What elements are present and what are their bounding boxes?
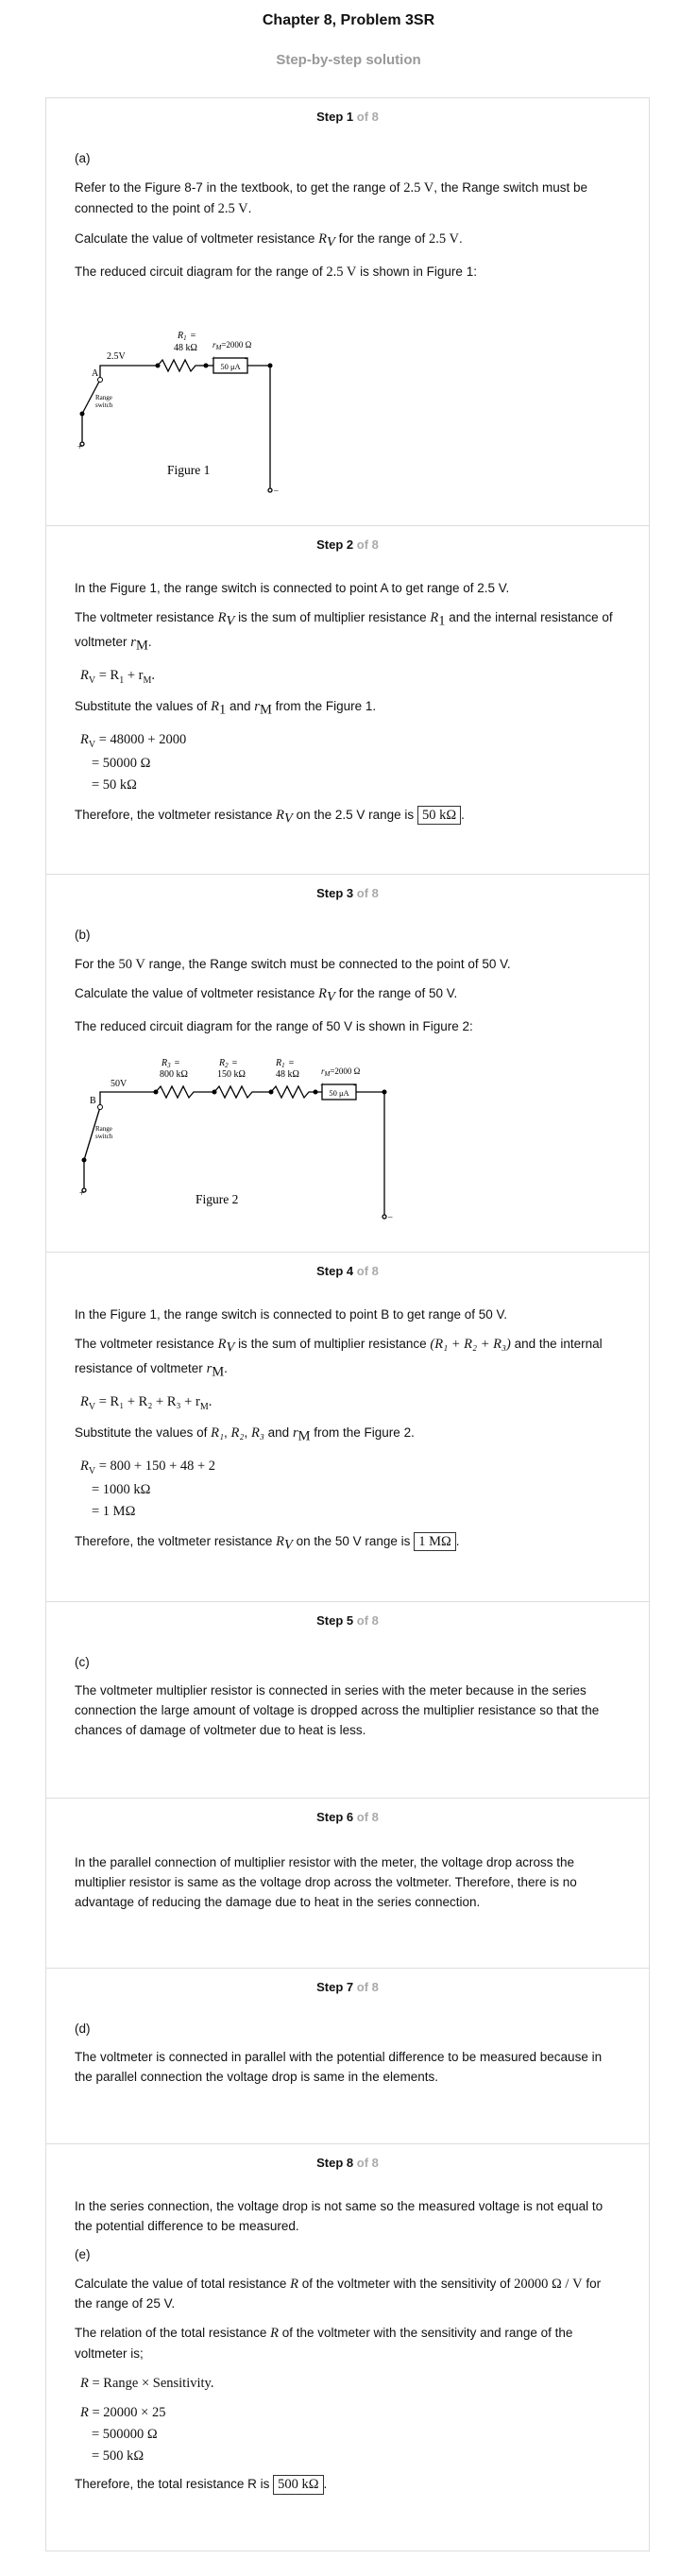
page-subtitle: Step-by-step solution [276,52,421,68]
math: R [211,699,219,715]
r3-value: 800 kΩ [160,1069,188,1081]
step-6-para-1: In the parallel connection of multiplier resistor with the meter, the voltage drop across the multiplier resistor is same as the voltage drop across the voltmeter. Therefore, there is no advantage of reducing the damage due to heat in the series connection. [75,1855,577,1909]
math: R₃ [250,1425,264,1442]
math-sub: V [88,675,96,687]
math: . [151,668,155,684]
text: The voltmeter resistance [75,609,214,624]
text: and [267,1425,290,1441]
meter-label: 50 μA [329,1088,349,1099]
figure-1-circuit [75,291,358,496]
step-7-para-1: The voltmeter is connected in parallel with the potential difference to be measured because in the parallel connection the voltage drop is same in the elements. [75,2049,603,2084]
math-sub: 1 [119,675,125,687]
range-label: 2.5V [107,351,126,363]
step-1-para-2 [75,229,620,253]
math: = 1000 kΩ [92,1482,151,1498]
step-1-card [45,97,650,525]
step-label: Step 7 [316,1980,354,1994]
step-of: of 8 [356,1810,379,1824]
rm-label: $r_M=2000$ Ω [321,1066,361,1079]
math-sub: V [88,1466,96,1477]
step-of: of 8 [356,537,379,552]
switch-label-2: switch [95,401,113,410]
step-of: of 8 [356,110,379,124]
step-1-header [46,98,649,136]
math: r [130,635,136,651]
math: R [270,2326,279,2342]
math-sub: V [283,1537,293,1553]
math: R [80,1394,89,1410]
text: The reduced circuit diagram for the range of [75,264,323,280]
answer-box: 50 kΩ [417,806,461,826]
step-label: Step 3 [316,886,354,900]
node [204,364,209,368]
r2-value: 150 kΩ [217,1069,246,1081]
switch-label: Range [95,1125,112,1134]
step-of: of 8 [356,1264,379,1278]
node [82,1158,87,1163]
math: R [217,609,227,625]
text: , the Range switch must be connected to the point of [75,179,588,216]
r1-value: 48 kΩ [174,343,197,354]
step-6-card [45,1798,650,1968]
math-sub: V [283,810,293,827]
step-5-card [45,1601,650,1798]
step-4-conclusion [75,1531,620,1556]
math: 2.5 V [428,230,459,247]
math: R [290,2276,299,2292]
page-title: Chapter 8, Problem 3SR [262,12,435,28]
step-5-para-1: The voltmeter multiplier resistor is connected in series with the meter because in the series connection the large amount of voltage is dropped across the multiplier resistance so that the chances of damage of voltmeter due to heat is less. [75,1682,600,1737]
point-label: A [92,368,99,380]
node [156,364,161,368]
step-3-para-3: The reduced circuit diagram for the range of 50 V is shown in Figure 2: [75,1018,473,1033]
step-label: Step 2 [316,537,354,552]
text: . [458,230,463,246]
text: . [147,635,152,650]
text: Therefore, the total resistance R is [75,2477,270,2492]
text: for the range of 25 V. [75,2276,602,2312]
math: R [430,609,439,625]
math-sub: M [199,1402,209,1413]
text: Therefore, the voltmeter resistance [75,807,273,822]
math: = 800 + 150 + 48 + 2 [98,1459,216,1475]
step-8-conclusion [75,2475,620,2495]
math-sub: V [226,1339,235,1356]
answer-box: 500 kΩ [273,2475,323,2495]
text: is the sum of multiplier resistance [238,609,427,624]
math: 2.5 V [326,264,357,281]
meter-plus: + [320,1081,325,1090]
math: 2.5 V [403,179,434,196]
step-8-equation [75,2373,620,2395]
math: R₂ [230,1425,245,1442]
step-label: Step 5 [316,1613,354,1628]
text: Calculate the value of voltmeter resistance [75,230,315,246]
part-label: (e) [75,2246,91,2261]
math: = 500 kΩ [92,2448,144,2465]
step-4-card [45,1252,650,1601]
step-3-header [46,875,649,913]
r1-label: $R_1$ = [276,1058,295,1070]
math-sub: V [327,990,335,1006]
step-2-para-2 [75,607,620,657]
r2-label: $R_2$ = [219,1058,238,1070]
text: , [224,1425,228,1441]
step-4-para-2 [75,1334,620,1383]
step-4-para-3 [75,1423,620,1447]
meter-label: 50 μA [220,362,241,372]
math: 20000 Ω / V [514,2276,583,2292]
node [212,1090,217,1095]
text: . [455,1533,460,1548]
step-5-header [46,1602,649,1640]
terminal-minus: – [274,486,279,496]
math: = R₁ + R₂ + R₃ + r [98,1394,200,1410]
math: r [206,1361,212,1377]
meter-minus: - [245,354,247,364]
text: for the range of [338,230,426,246]
step-2-conclusion [75,805,620,829]
text: The voltmeter resistance [75,1336,214,1351]
part-label: (d) [75,2022,91,2036]
step-4-calculation [75,1456,620,1523]
text: on the 50 V range is [296,1533,411,1548]
text: of the voltmeter with the sensitivity of [301,2276,511,2291]
step-8-para-1: In the series connection, the voltage drop is not same so the measured voltage is not equal to the potential difference to be measured. [75,2199,604,2233]
text: . [323,2477,328,2492]
answer-box: 1 MΩ [414,1532,456,1552]
math: = 48000 + 2000 [98,732,187,748]
text: is shown in Figure 1: [360,264,477,280]
meter-plus: + [212,354,216,364]
text: Calculate the value of voltmeter resistance [75,986,315,1001]
figure-1-caption: Figure 1 [167,463,211,478]
math: R [276,807,284,823]
node [382,1090,387,1095]
math: R [318,986,328,1002]
step-label: Step 4 [316,1264,354,1278]
step-3-card [45,874,650,1252]
node [269,1090,274,1095]
math: + r [127,668,144,684]
figure-2-caption: Figure 2 [196,1192,239,1207]
step-7-card [45,1968,650,2143]
switch-label-2: switch [95,1133,113,1141]
step-1-para-3 [75,262,620,282]
math-sub: V [226,613,235,629]
step-2-card [45,525,650,874]
math: . [210,2375,214,2391]
point-label: B [90,1096,96,1107]
math: r [292,1425,298,1442]
text: is the sum of multiplier resistance [238,1336,427,1351]
node [80,412,85,417]
part-label: (a) [75,151,91,165]
math: r [254,699,260,715]
math: R [80,2404,89,2420]
range-label: 50V [110,1079,128,1090]
math: R [217,1336,227,1352]
text: from the Figure 1. [275,699,377,714]
r3-label: $R_3$ = [162,1058,180,1070]
node [98,1105,103,1110]
r1-label: $R_1$ = [178,331,196,343]
step-4-header [46,1253,649,1290]
step-8-para-2 [75,2274,620,2314]
step-label: Step 1 [316,110,354,124]
math: R [80,2375,89,2391]
text: Calculate the value of total resistance [75,2276,287,2291]
math: = 50000 Ω [92,756,151,772]
step-8-calculation [75,2402,620,2468]
figure-2-circuit [75,1045,415,1222]
math: = 1 MΩ [92,1504,136,1520]
text: Substitute the values of [75,1425,208,1441]
text: . [247,201,252,216]
text: Substitute the values of [75,699,208,714]
math: R [276,1533,284,1549]
text: For the [75,956,115,971]
math: R [80,668,89,684]
text: . [224,1361,228,1376]
math: 50 V [118,956,145,972]
step-3-para-1 [75,954,620,975]
math: R [80,732,89,748]
terminal-plus: + [77,442,83,452]
switch-label: Range [95,394,112,402]
step-2-equation [75,665,620,689]
step-4-equation [75,1391,620,1415]
step-of: of 8 [356,1980,379,1994]
text: from the Figure 2. [314,1425,415,1441]
math: (R₁ + R₂ + R₃) [430,1336,511,1352]
math: R₁ [211,1425,225,1442]
text: The relation of the total resistance [75,2326,267,2341]
math: = Range × Sensitivity [92,2375,211,2391]
math-sub: M [259,702,272,718]
math: . [208,1394,212,1410]
step-of: of 8 [356,886,379,900]
node [268,364,273,368]
text: range, the Range switch must be connected to the point of 50 V. [148,956,511,971]
step-label: Step 8 [316,2156,354,2170]
meter-minus: - [353,1081,356,1090]
text: . [461,807,465,822]
math: R [318,230,328,247]
text: , [244,1425,248,1441]
text: and the internal resistance of voltmeter [75,1336,603,1376]
part-label: (b) [75,928,91,942]
math-sub: 1 [438,613,446,629]
step-label: Step 6 [316,1810,354,1824]
math: = 20000 × 25 [92,2404,166,2420]
step-2-para-3 [75,696,620,721]
step-8-header [46,2144,649,2182]
step-4-para-1: In the Figure 1, the range switch is connected to point B to get range of 50 V. [75,1307,508,1322]
math-sub: V [88,740,96,751]
text: Therefore, the voltmeter resistance [75,1533,273,1548]
math-sub: V [327,234,335,250]
step-7-header [46,1969,649,2006]
node [98,378,103,383]
math-sub: M [135,638,148,654]
math: 2.5 V [217,201,248,217]
step-2-calculation [75,729,620,796]
r1-value: 48 kΩ [276,1069,299,1081]
math-sub: M [298,1428,311,1444]
step-2-para-1: In the Figure 1, the range switch is connected to point A to get range of 2.5 V. [75,581,510,595]
math-sub: M [143,675,152,687]
text: and [229,699,251,714]
node [154,1090,159,1095]
math-sub: V [88,1402,96,1413]
node [314,1090,318,1095]
step-8-para-3 [75,2323,620,2363]
math: R [80,1459,89,1475]
math: = R [98,668,120,684]
math: = 500000 Ω [92,2426,158,2442]
step-6-header [46,1799,649,1836]
text: Refer to the Figure 8-7 in the textbook, to get the range of [75,179,400,195]
math-sub: M [212,1364,225,1380]
step-3-para-2 [75,983,620,1008]
math: = 50 kΩ [92,777,137,793]
terminal-plus: + [79,1188,85,1199]
step-of: of 8 [356,1613,379,1628]
text: of the voltmeter with the sensitivity and range of the voltmeter is; [75,2326,573,2361]
text: for the range of 50 V. [338,986,458,1001]
text: and the internal resistance of voltmeter [75,609,613,650]
rm-label: $r_M=2000$ Ω [212,340,252,352]
terminal-minus: – [388,1212,393,1222]
step-1-para-1 [75,178,620,220]
text: on the 2.5 V range is [296,807,415,822]
math-sub: 1 [218,702,227,718]
step-8-card [45,2143,650,2551]
step-2-header [46,526,649,564]
step-of: of 8 [356,2156,379,2170]
part-label: (c) [75,1655,90,1669]
